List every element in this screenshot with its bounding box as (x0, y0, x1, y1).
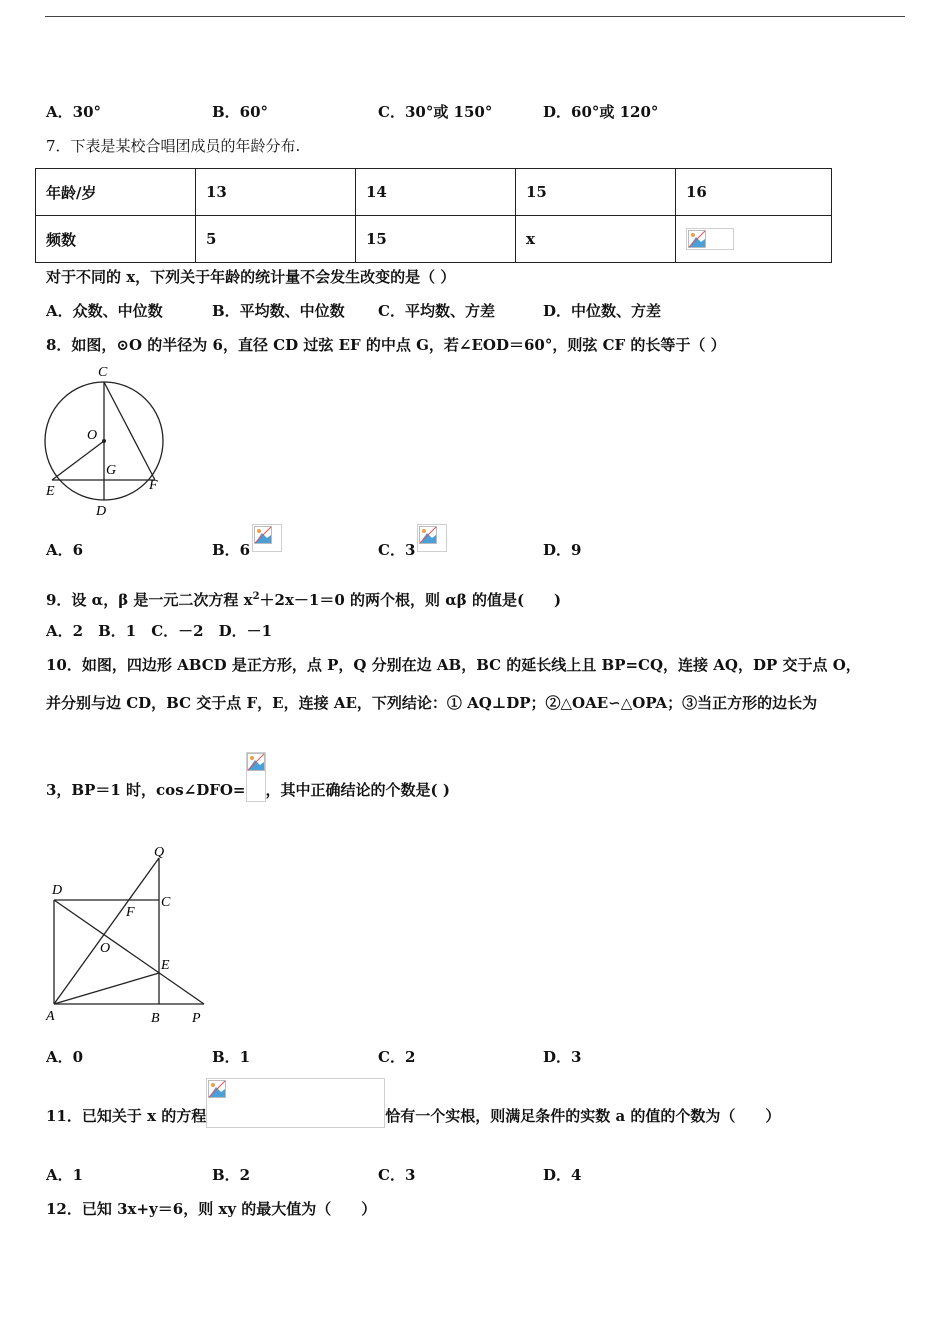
table-cell: 5 (196, 216, 356, 263)
q10-line2: 并分别与边 CD，BC 交于点 F，E，连接 AE，下列结论：① AQ⊥DP；②△OAE∽△OPA；③当正方形的边长为 (46, 694, 818, 712)
table-cell: 14 (356, 169, 516, 216)
label-a: A (46, 1009, 55, 1024)
q6-option-a: A．30° (46, 103, 102, 121)
q7-option-d: D．中位数、方差 (543, 302, 662, 320)
q10-option-a: A．0 (46, 1048, 84, 1066)
q11-option-c: C．3 (378, 1166, 416, 1184)
label-o: O (100, 941, 111, 956)
q8-option-c-text: C．3 (378, 541, 416, 559)
table-cell: 13 (196, 169, 356, 216)
q8-option-d: D．9 (543, 541, 582, 559)
q7-option-c: C．平均数、方差 (378, 302, 495, 320)
q10-line3 (46, 780, 450, 802)
q10-option-d: D．3 (543, 1048, 582, 1066)
table-cell: 15 (356, 216, 516, 263)
circle-figure (38, 362, 168, 520)
q8-option-b (212, 540, 282, 560)
broken-image-icon (206, 1078, 385, 1128)
q9-stem (46, 587, 561, 610)
q10-line1: 10．如图，四边形 ABCD 是正方形，点 P，Q 分别在边 AB，BC 的延长线上且 BP=CQ，连接 AQ，DP 交于点 O， (46, 656, 861, 674)
q10-line3-b: ，其中正确结论的个数是( ) (265, 781, 450, 799)
table-cell: x (516, 216, 676, 263)
broken-image-icon (246, 752, 266, 802)
q11-stem-a: 11．已知关于 x 的方程 (46, 1107, 207, 1125)
age-table (35, 168, 832, 263)
label-e: E (161, 958, 170, 973)
q12-stem: 12．已知 3x+y＝6，则 xy 的最大值为（ ） (46, 1200, 377, 1218)
table-cell (676, 216, 832, 263)
q8-option-b-text: B．6 (212, 541, 251, 559)
q7-option-a: A．众数、中位数 (46, 302, 163, 320)
q7-question: 对于不同的 x，下列关于年龄的统计量不会发生改变的是（ ） (46, 268, 456, 286)
q8-option-a: A．6 (46, 541, 84, 559)
broken-image-icon (686, 228, 734, 250)
label-c: C (161, 895, 171, 910)
label-d: D (52, 883, 63, 898)
broken-image-icon (417, 524, 447, 552)
q11-stem (46, 1106, 780, 1128)
q6-option-b: B．60° (212, 103, 269, 121)
q11-option-a: A．1 (46, 1166, 84, 1184)
q7-option-b: B．平均数、中位数 (212, 302, 345, 320)
q10-option-c: C．2 (378, 1048, 416, 1066)
label-p: P (192, 1011, 201, 1026)
table-cell: 频数 (36, 216, 196, 263)
label-q: Q (154, 845, 165, 860)
label-b: B (151, 1011, 160, 1026)
q10-option-b: B．1 (212, 1048, 251, 1066)
label-f: F (126, 905, 135, 920)
label-c: C (98, 365, 108, 380)
q8-option-c (378, 540, 447, 560)
table-row (36, 216, 832, 263)
table-cell: 16 (676, 169, 832, 216)
q7-stem: 7．下表是某校合唱团成员的年龄分布. (46, 137, 301, 155)
q6-option-d: D．60°或 120° (543, 103, 659, 121)
table-row (36, 169, 832, 216)
q9-stem-b: ＋2x－1＝0 的两个根，则 αβ 的值是( ) (259, 591, 562, 609)
q11-option-b: B．2 (212, 1166, 251, 1184)
q8-stem: 8．如图，⊙O 的半径为 6，直径 CD 过弦 EF 的中点 G，若∠EOD＝60°，则弦 CF 的长等于（ ） (46, 336, 726, 354)
label-f: F (149, 478, 158, 493)
table-cell: 年龄/岁 (36, 169, 196, 216)
label-o: O (87, 428, 98, 443)
q6-option-c: C．30°或 150° (378, 103, 493, 121)
q11-option-d: D．4 (543, 1166, 582, 1184)
square-figure (40, 838, 220, 1028)
header-rule (45, 16, 905, 17)
label-e: E (46, 484, 55, 499)
q11-stem-b: 恰有一个实根，则满足条件的实数 a 的值的个数为（ ） (385, 1107, 781, 1125)
q9-stem-a: 9．设 α，β 是一元二次方程 x (46, 591, 253, 609)
label-d: D (96, 504, 107, 519)
broken-image-icon (252, 524, 282, 552)
q10-line3-a: 3，BP＝1 时，cos∠DFO= (46, 781, 246, 799)
q9-exponent: 2 (252, 591, 260, 602)
label-g: G (106, 463, 117, 478)
table-cell: 15 (516, 169, 676, 216)
q9-options: A．2 B．1 C．－2 D．－1 (46, 622, 273, 640)
